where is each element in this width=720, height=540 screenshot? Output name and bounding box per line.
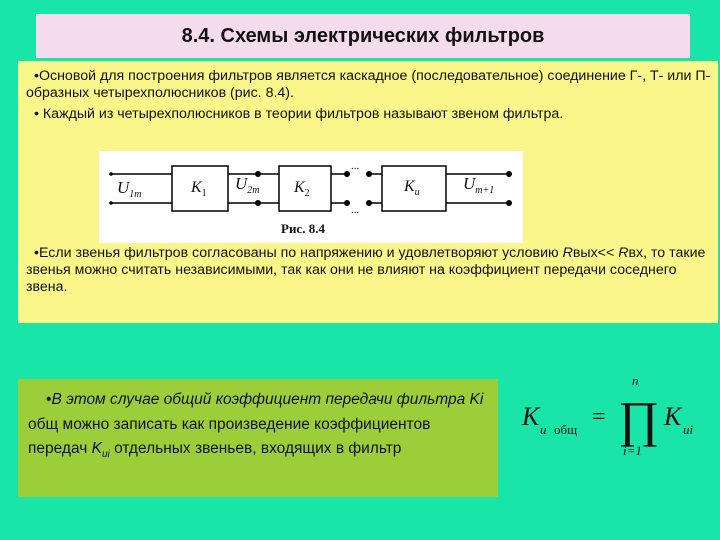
terminal [109,201,113,205]
main-content-box [18,61,718,323]
dots-top: ... [351,160,360,172]
r-sub-out: вых [572,245,598,261]
node [255,171,261,177]
label-ku: $K_u$ [404,178,420,198]
formula-product-sign: ∏ [618,391,660,447]
formula-lhs-sub2: общ [554,422,578,437]
node [506,200,512,206]
product-formula [508,358,720,468]
formula-lhs-sub: u [540,422,547,437]
paragraph-1 [26,68,712,102]
k-symbol: K [91,440,102,457]
formula-lower-limit: i=1 [623,443,642,458]
lower-line-2: общ можно записать как произведение коэффициентов передач [28,415,431,457]
label-k1: $K_1$ [191,179,207,199]
node [366,171,372,177]
lower-paragraph [28,388,490,468]
figure-caption: Рис. 8.4 [281,221,325,236]
terminal [109,172,113,176]
bullet: • [34,68,39,84]
paragraph-3-text-a: Если звенья фильтров согласованы по напряжению и удовлетворяют условию [38,245,563,261]
k-sub: ui [101,449,110,461]
label-u2: $U_{2m}$ [235,174,260,196]
circuit-diagram [99,151,523,243]
paragraph-3-text-b: , то такие звенья можно считать независимыми, так как они не влияют на коэффициент передачи соседнего звена. [26,245,706,295]
lower-content-box [18,379,498,497]
lower-line-1: В этом случае общий коэффициент передачи фильтра Ki [51,391,484,408]
formula-svg [508,358,720,468]
node [255,200,261,206]
label-u1: $U_{1m}$ [117,178,142,200]
bullet: • [46,391,52,408]
lower-line-3: отдельных звеньев, входящих в фильтр [109,440,402,457]
node [344,171,350,177]
r-sub-in: вх [628,245,644,261]
bullet: • [34,106,39,122]
formula-equals: = [592,404,606,430]
formula-rhs-k: K [664,402,682,431]
paragraph-1-text: Основой для построения фильтров является каскадное (последовательное) соединение Г-, Т- или П-образных четырехполюсников (рис. 8.4). [26,68,711,101]
node [344,200,350,206]
diagram-svg [99,151,523,243]
slide-title: 8.4. Схемы электрических фильтров [181,24,545,47]
less-less: << [597,245,619,261]
dots-bottom: ... [351,204,360,216]
formula-upper-limit: n [632,373,639,388]
bullet: • [34,245,39,261]
formula-lhs-k: K [522,402,540,431]
node [506,171,512,177]
node [366,200,372,206]
title-banner [36,14,690,58]
formula-rhs-sub: ui [683,422,694,437]
r-symbol: R [562,245,573,261]
paragraph-3 [26,245,712,296]
label-k2: $K_2$ [294,179,310,199]
paragraph-2-text: Каждый из четырехполюсников в теории фильтров называют звеном фильтра. [42,106,564,122]
paragraph-2 [26,106,712,123]
r-symbol: R [618,245,629,261]
label-um1: $U_{m+1}$ [463,174,495,196]
